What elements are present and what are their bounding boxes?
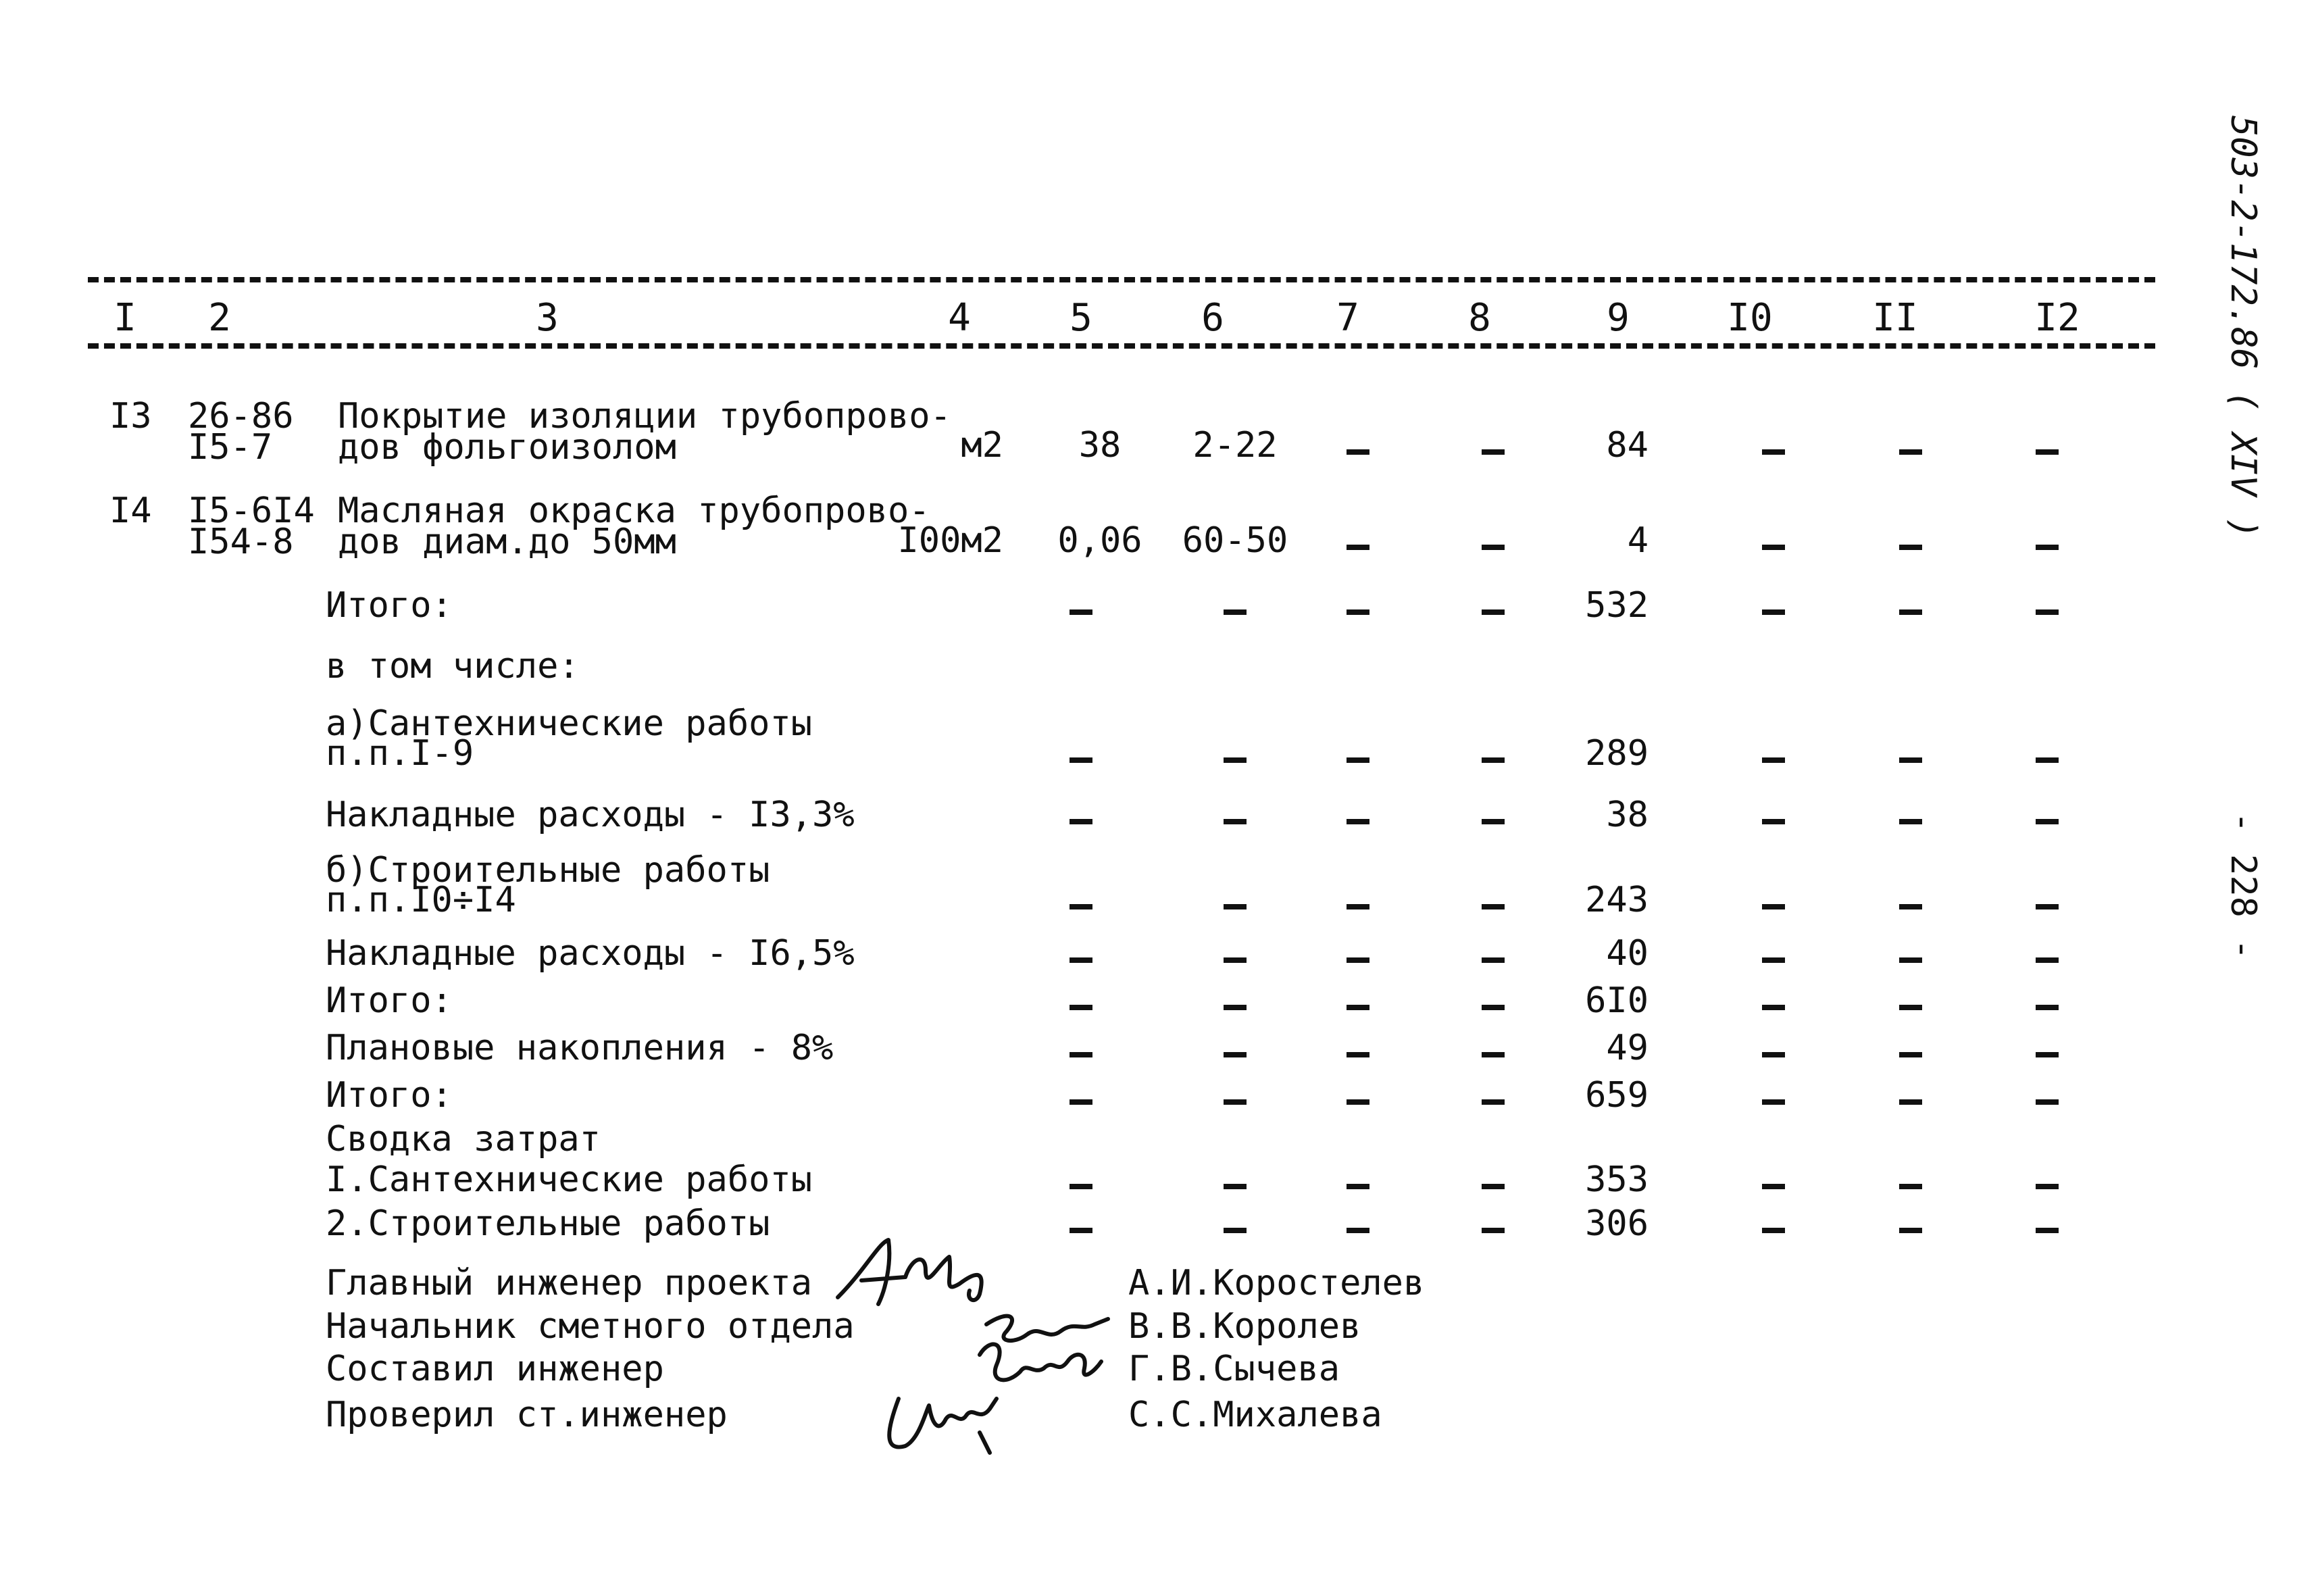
summary-label: а)Сантехнические работы (326, 703, 813, 744)
summary-total: 40 (1606, 933, 1649, 974)
row-col10-dash (1762, 545, 1785, 550)
row-price: 60-50 (1182, 520, 1288, 561)
row-quantity: 0,06 (1057, 520, 1142, 561)
summary-c6-dash (1224, 1099, 1247, 1105)
summary-c10-dash (1762, 1228, 1785, 1233)
summary-c11-dash (1899, 1099, 1922, 1105)
signature-role: Составил инженер (326, 1349, 664, 1389)
col-header-11: II (1872, 296, 1918, 340)
col-header-3: 3 (536, 296, 559, 340)
row-description-line2: дов диам.до 50мм (338, 522, 676, 562)
row-col12-dash (2036, 545, 2059, 550)
summary-c6-dash (1224, 1005, 1247, 1010)
row-description-line1: Масляная окраска трубопрово- (338, 491, 930, 531)
summary-c11-dash (1899, 1184, 1922, 1189)
summary-c12-dash (2036, 957, 2059, 963)
row-code-line2: I54-8 (188, 522, 294, 562)
row-unit: I00м2 (897, 520, 1003, 561)
col-header-12: I2 (2034, 296, 2080, 340)
row-code-line1: 26-86 (188, 396, 294, 437)
summary-c10-dash (1762, 957, 1785, 963)
summary-c6-dash (1224, 1228, 1247, 1233)
summary-c5-dash (1070, 1005, 1092, 1010)
summary-c11-dash (1899, 1228, 1922, 1233)
summary-label: п.п.I-9 (326, 733, 474, 774)
summary-label: Накладные расходы - I3,3% (326, 795, 855, 835)
summary-label: п.п.I0÷I4 (326, 880, 516, 920)
col-header-10: I0 (1727, 296, 1773, 340)
summary-label: 2.Строительные работы (326, 1203, 770, 1244)
summary-label: Плановые накопления - 8% (326, 1028, 834, 1068)
summary-c10-dash (1762, 1052, 1785, 1057)
summary-c7-dash (1347, 1005, 1369, 1010)
summary-c8-dash (1482, 904, 1505, 909)
summary-c7-dash (1347, 1099, 1369, 1105)
signature-name: А.И.Коростелев (1128, 1263, 1425, 1303)
row-total: 84 (1606, 425, 1649, 466)
summary-c6-dash (1224, 957, 1247, 963)
summary-c11-dash (1899, 1005, 1922, 1010)
header-top-rule (88, 277, 2155, 282)
summary-c5-dash (1070, 1052, 1092, 1057)
summary-c7-dash (1347, 1228, 1369, 1233)
summary-c5-dash (1070, 1184, 1092, 1189)
signature-name: С.С.Михалева (1128, 1395, 1382, 1435)
summary-c8-dash (1482, 819, 1505, 824)
summary-c6-dash (1224, 609, 1247, 615)
summary-c8-dash (1482, 757, 1505, 763)
summary-c11-dash (1899, 609, 1922, 615)
signature-name: В.В.Королев (1128, 1306, 1361, 1347)
row-number: I3 (109, 396, 152, 437)
summary-c5-dash (1070, 819, 1092, 824)
summary-c5-dash (1070, 757, 1092, 763)
signature-role: Проверил ст.инженер (326, 1395, 728, 1435)
summary-c10-dash (1762, 609, 1785, 615)
row-col11-dash (1899, 545, 1922, 550)
row-col10-dash (1762, 449, 1785, 455)
summary-c6-dash (1224, 1052, 1247, 1057)
summary-c7-dash (1347, 819, 1369, 824)
summary-c12-dash (2036, 1099, 2059, 1105)
row-quantity: 38 (1078, 425, 1122, 466)
summary-c11-dash (1899, 757, 1922, 763)
summary-c11-dash (1899, 904, 1922, 909)
summary-c10-dash (1762, 757, 1785, 763)
summary-c5-dash (1070, 957, 1092, 963)
summary-total: 353 (1585, 1159, 1649, 1200)
summary-label: в том числе: (326, 646, 580, 687)
summary-c10-dash (1762, 819, 1785, 824)
row-price: 2-22 (1192, 425, 1278, 466)
signature-scribble-1 (838, 1240, 982, 1304)
col-header-1: I (114, 296, 136, 340)
summary-c5-dash (1070, 904, 1092, 909)
summary-c10-dash (1762, 1099, 1785, 1105)
summary-total: 38 (1606, 795, 1649, 835)
col-header-6: 6 (1201, 296, 1224, 340)
summary-c12-dash (2036, 1184, 2059, 1189)
summary-c10-dash (1762, 904, 1785, 909)
row-total: 4 (1627, 520, 1649, 561)
col-header-4: 4 (948, 296, 971, 340)
signature-role: Главный инженер проекта (326, 1263, 813, 1303)
summary-label: Сводка затрат (326, 1119, 601, 1159)
summary-c12-dash (2036, 904, 2059, 909)
summary-c7-dash (1347, 609, 1369, 615)
summary-c10-dash (1762, 1005, 1785, 1010)
summary-c5-dash (1070, 1099, 1092, 1105)
signature-scribble-3 (980, 1344, 1101, 1380)
summary-c6-dash (1224, 819, 1247, 824)
col-header-2: 2 (208, 296, 231, 340)
summary-label: I.Сантехнические работы (326, 1159, 813, 1200)
summary-label: Итого: (326, 585, 453, 626)
summary-c7-dash (1347, 757, 1369, 763)
summary-c7-dash (1347, 1184, 1369, 1189)
col-header-8: 8 (1468, 296, 1491, 340)
row-col7-dash (1347, 545, 1369, 550)
row-col7-dash (1347, 449, 1369, 455)
summary-c12-dash (2036, 1005, 2059, 1010)
summary-c12-dash (2036, 609, 2059, 615)
handwritten-signatures (824, 1230, 1176, 1460)
summary-c11-dash (1899, 957, 1922, 963)
signature-role: Начальник сметного отдела (326, 1306, 855, 1347)
summary-c8-dash (1482, 1228, 1505, 1233)
col-header-9: 9 (1607, 296, 1630, 340)
row-col12-dash (2036, 449, 2059, 455)
summary-total: 306 (1585, 1203, 1649, 1244)
summary-c5-dash (1070, 609, 1092, 615)
summary-c7-dash (1347, 957, 1369, 963)
summary-total: 243 (1585, 880, 1649, 920)
summary-total: 6I0 (1585, 980, 1649, 1021)
signature-scribble-2 (986, 1316, 1108, 1341)
col-header-5: 5 (1070, 296, 1092, 340)
summary-c6-dash (1224, 1184, 1247, 1189)
summary-label: Итого: (326, 980, 453, 1021)
row-col8-dash (1482, 545, 1505, 550)
summary-c11-dash (1899, 1052, 1922, 1057)
row-description-line2: дов фольгоизолом (338, 427, 676, 468)
col-header-7: 7 (1336, 296, 1359, 340)
summary-c7-dash (1347, 1052, 1369, 1057)
summary-c11-dash (1899, 819, 1922, 824)
row-description-line1: Покрытие изоляции трубопрово- (338, 396, 951, 437)
summary-c8-dash (1482, 957, 1505, 963)
summary-c8-dash (1482, 1052, 1505, 1057)
summary-c12-dash (2036, 757, 2059, 763)
summary-label: б)Строительные работы (326, 850, 770, 891)
summary-c10-dash (1762, 1184, 1785, 1189)
row-unit: м2 (961, 425, 1003, 466)
summary-total: 659 (1585, 1075, 1649, 1116)
summary-label: Итого: (326, 1075, 453, 1116)
row-col11-dash (1899, 449, 1922, 455)
row-code-line1: I5-6I4 (188, 491, 315, 531)
summary-c6-dash (1224, 757, 1247, 763)
signature-name: Г.В.Сычева (1128, 1349, 1340, 1389)
header-bottom-rule (88, 343, 2155, 349)
row-number: I4 (109, 491, 152, 531)
summary-c6-dash (1224, 904, 1247, 909)
summary-c7-dash (1347, 904, 1369, 909)
row-col8-dash (1482, 449, 1505, 455)
summary-total: 289 (1585, 733, 1649, 774)
summary-c12-dash (2036, 819, 2059, 824)
document-code: 503-2-172.86 ( XIV ) (2223, 116, 2263, 539)
summary-c12-dash (2036, 1052, 2059, 1057)
summary-label: Накладные расходы - I6,5% (326, 933, 855, 974)
summary-c8-dash (1482, 1005, 1505, 1010)
summary-c8-dash (1482, 1184, 1505, 1189)
summary-total: 49 (1606, 1028, 1649, 1068)
summary-total: 532 (1585, 585, 1649, 626)
signature-scribble-4 (889, 1399, 997, 1453)
summary-c12-dash (2036, 1228, 2059, 1233)
page-number: - 228 - (2223, 812, 2263, 960)
summary-c8-dash (1482, 609, 1505, 615)
summary-c8-dash (1482, 1099, 1505, 1105)
row-code-line2: I5-7 (188, 427, 273, 468)
